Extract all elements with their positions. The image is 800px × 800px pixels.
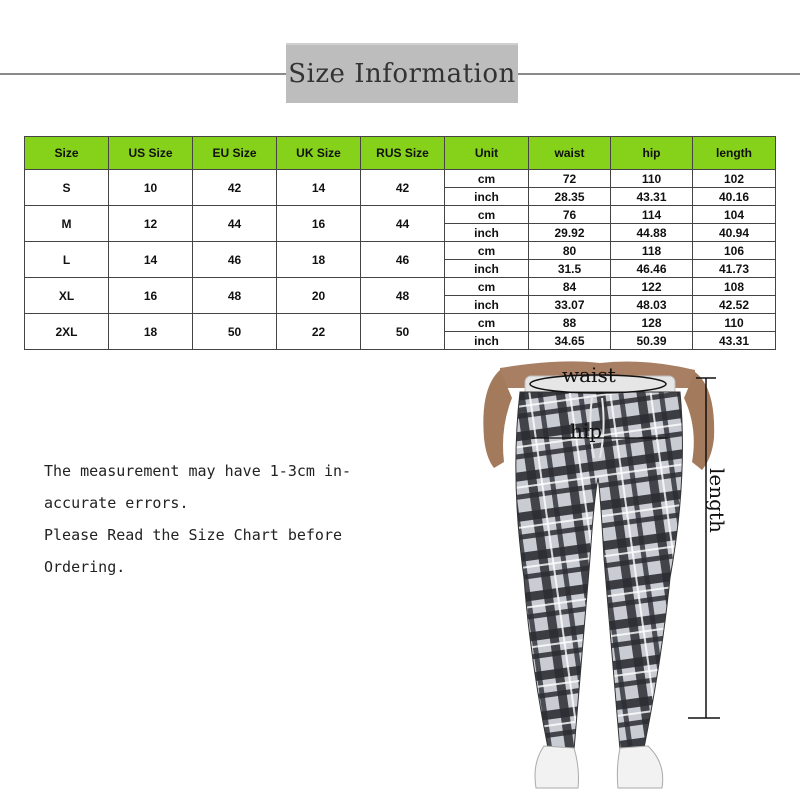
us-size-cell: 12 [109, 206, 193, 242]
eu-size-cell: 50 [193, 314, 277, 350]
waist-cell: 88 [529, 314, 611, 332]
length-cell: 104 [693, 206, 776, 224]
length-cell: 40.94 [693, 224, 776, 242]
uk-size-cell: 22 [277, 314, 361, 350]
eu-size-cell: 48 [193, 278, 277, 314]
column-header: UK Size [277, 137, 361, 170]
left-shoe [535, 746, 579, 788]
hip-label: hip [570, 419, 603, 443]
waist-cell: 28.35 [529, 188, 611, 206]
rus-size-cell: 50 [361, 314, 445, 350]
waist-cell: 84 [529, 278, 611, 296]
table-row [25, 170, 776, 188]
size-cell: XL [25, 278, 109, 314]
page-title: Size Information [288, 59, 516, 89]
column-header: RUS Size [361, 137, 445, 170]
waist-cell: 29.92 [529, 224, 611, 242]
column-header: hip [611, 137, 693, 170]
us-size-cell: 18 [109, 314, 193, 350]
unit-cell: cm [445, 278, 529, 296]
unit-cell: cm [445, 242, 529, 260]
length-cell: 108 [693, 278, 776, 296]
unit-cell: inch [445, 260, 529, 278]
us-size-cell: 16 [109, 278, 193, 314]
length-cell: 42.52 [693, 296, 776, 314]
size-cell: L [25, 242, 109, 278]
unit-cell: inch [445, 296, 529, 314]
eu-size-cell: 42 [193, 170, 277, 206]
rus-size-cell: 48 [361, 278, 445, 314]
rus-size-cell: 46 [361, 242, 445, 278]
size-cell: M [25, 206, 109, 242]
hip-cell: 128 [611, 314, 693, 332]
length-cell: 40.16 [693, 188, 776, 206]
header-rule-right [518, 73, 800, 75]
column-header: Unit [445, 137, 529, 170]
note-line: accurate errors. [44, 494, 189, 512]
hip-cell: 110 [611, 170, 693, 188]
us-size-cell: 14 [109, 242, 193, 278]
waist-cell: 76 [529, 206, 611, 224]
hip-cell: 50.39 [611, 332, 693, 350]
pants-figure [470, 358, 730, 800]
column-header: waist [529, 137, 611, 170]
waist-label: waist [562, 363, 616, 387]
rus-size-cell: 44 [361, 206, 445, 242]
length-cell: 102 [693, 170, 776, 188]
column-header: US Size [109, 137, 193, 170]
waist-cell: 34.65 [529, 332, 611, 350]
measurement-note [44, 455, 384, 583]
hip-cell: 44.88 [611, 224, 693, 242]
waist-cell: 72 [529, 170, 611, 188]
size-cell: S [25, 170, 109, 206]
waist-cell: 31.5 [529, 260, 611, 278]
unit-cell: inch [445, 188, 529, 206]
header-rule-left [0, 73, 286, 75]
uk-size-cell: 18 [277, 242, 361, 278]
hip-cell: 48.03 [611, 296, 693, 314]
uk-size-cell: 14 [277, 170, 361, 206]
eu-size-cell: 46 [193, 242, 277, 278]
length-cell: 41.73 [693, 260, 776, 278]
hip-cell: 114 [611, 206, 693, 224]
table-row [25, 314, 776, 332]
rus-size-cell: 42 [361, 170, 445, 206]
table-row [25, 206, 776, 224]
pants-shape [516, 392, 683, 750]
unit-cell: cm [445, 206, 529, 224]
length-cell: 43.31 [693, 332, 776, 350]
page-title-box [286, 43, 518, 103]
column-header: EU Size [193, 137, 277, 170]
unit-cell: cm [445, 314, 529, 332]
unit-cell: cm [445, 170, 529, 188]
eu-size-cell: 44 [193, 206, 277, 242]
size-table [24, 136, 776, 350]
uk-size-cell: 16 [277, 206, 361, 242]
table-row [25, 278, 776, 296]
note-line: The measurement may have 1-3cm in- [44, 462, 352, 480]
us-size-cell: 10 [109, 170, 193, 206]
waist-cell: 80 [529, 242, 611, 260]
unit-cell: inch [445, 224, 529, 242]
hip-cell: 122 [611, 278, 693, 296]
hip-cell: 46.46 [611, 260, 693, 278]
note-line: Ordering. [44, 558, 126, 576]
column-header: length [693, 137, 776, 170]
waist-cell: 33.07 [529, 296, 611, 314]
unit-cell: inch [445, 332, 529, 350]
right-shoe [617, 746, 662, 788]
hip-cell: 43.31 [611, 188, 693, 206]
hip-cell: 118 [611, 242, 693, 260]
uk-size-cell: 20 [277, 278, 361, 314]
table-header-row [25, 137, 776, 170]
length-cell: 106 [693, 242, 776, 260]
size-cell: 2XL [25, 314, 109, 350]
length-label: length [705, 468, 729, 533]
length-cell: 110 [693, 314, 776, 332]
column-header: Size [25, 137, 109, 170]
table-row [25, 242, 776, 260]
note-line: Please Read the Size Chart before [44, 526, 343, 544]
